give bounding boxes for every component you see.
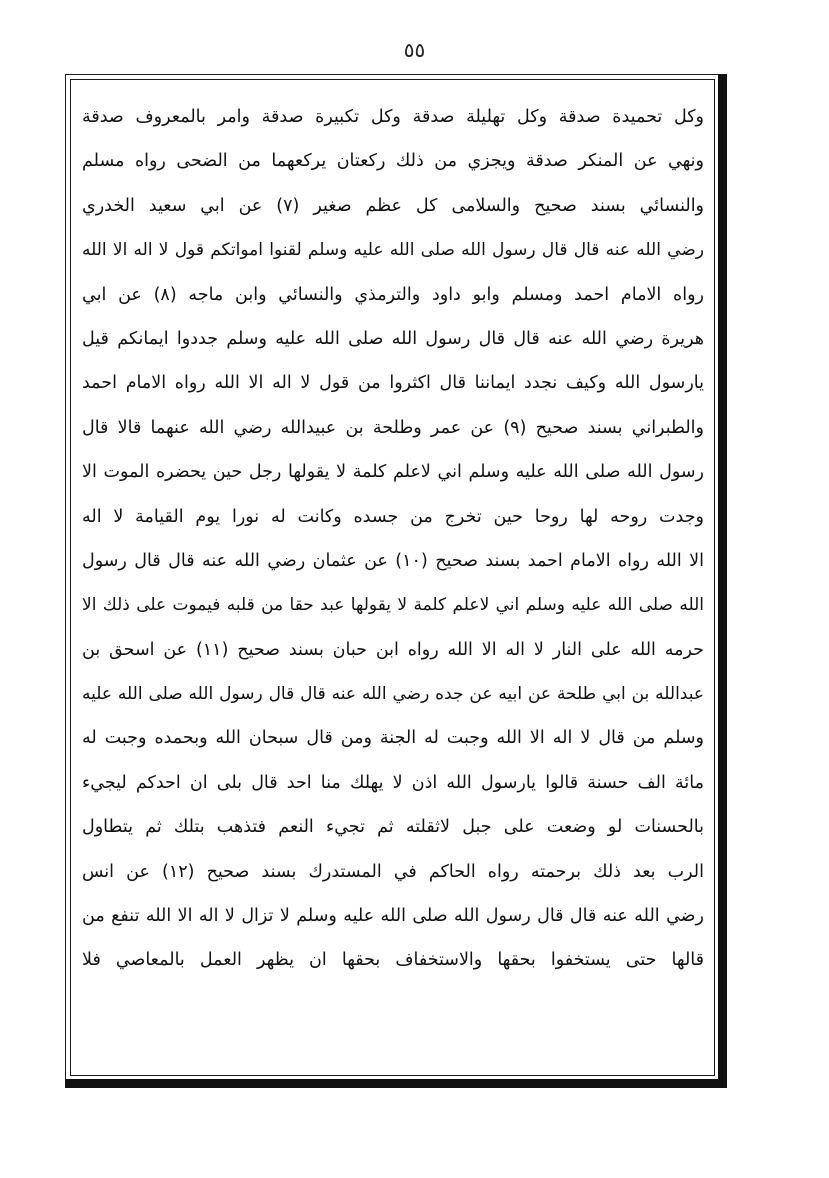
text-line: ونهي عن المنكر صدقة ويجزي من ذلك ركعتان يركعهما من الضحى رواه مسلم bbox=[82, 151, 704, 172]
text-line: رضي الله عنه قال قال رسول الله صلى الله عليه وسلم لقنوا امواتكم قول لا اله الا الله bbox=[82, 240, 704, 261]
text-line: رضي الله عنه قال قال رسول الله صلى الله عليه وسلم لا تزال لا اله الا الله تنفع من bbox=[82, 906, 704, 927]
text-line: رواه الامام احمد ومسلم وابو داود والترمذي والنسائي وابن ماجه (٨) عن ابي bbox=[82, 284, 704, 305]
page-number: ٥٥ bbox=[403, 38, 426, 62]
text-line: هريرة رضي الله عنه قال قال رسول الله صلى الله عليه وسلم جددوا ايمانكم قيل bbox=[82, 328, 704, 349]
text-line: والطبراني بسند صحيح (٩) عن عمر وطلحة بن عبيدالله رضي الله عنهما قالا قال bbox=[82, 417, 704, 438]
text-line: الله صلى الله عليه وسلم اني لاعلم كلمة لا يقولها عبد حقا من قلبه فيموت على ذلك الا bbox=[82, 595, 704, 616]
text-line: يارسول الله وكيف نجدد ايماننا قال اكثروا من قول لا اله الا الله رواه الامام احمد bbox=[82, 373, 704, 394]
text-line: رسول الله صلى الله عليه وسلم اني لاعلم كلمة لا يقولها رجل حين يحضره الموت الا bbox=[82, 462, 704, 483]
text-line: الا الله رواه الامام احمد بسند صحيح (١٠) عن عثمان رضي الله عنه قال قال رسول bbox=[82, 550, 704, 571]
body-text bbox=[82, 95, 704, 983]
text-line: الرب بعد ذلك برحمته رواه الحاكم في المستدرك بسند صحيح (١٢) عن انس bbox=[82, 861, 704, 882]
page-border-frame bbox=[65, 74, 727, 1088]
text-line: وكل تحميدة صدقة وكل تهليلة صدقة وكل تكبيرة صدقة وامر بالمعروف صدقة bbox=[82, 107, 704, 127]
text-line: قالها حتى يستخفوا بحقها والاستخفاف بحقها ان يظهر العمل بالمعاصي فلا bbox=[82, 950, 704, 971]
text-line: حرمه الله على النار لا اله الا الله رواه ابن حبان بسند صحيح (١١) عن اسحق بن bbox=[82, 639, 704, 660]
text-line: والنسائي بسند صحيح والسلامى كل عظم صغير (٧) عن ابي سعيد الخدري bbox=[82, 195, 704, 216]
text-line: وسلم من قال لا اله الا الله وجبت له الجنة ومن قال سبحان الله وبحمده وجبت له bbox=[82, 728, 704, 749]
text-line: وجدت روحه لها روحا حين تخرج من جسده وكانت له نورا يوم القيامة لا اله bbox=[82, 506, 704, 527]
text-line: عبدالله بن ابي طلحة عن ابيه عن جده رضي الله عنه قال قال رسول الله صلى الله عليه bbox=[82, 684, 704, 705]
text-line: مائة الف حسنة قالوا يارسول الله اذن لا يهلك منا احد قال بلى ان احدكم ليجيء bbox=[82, 772, 704, 793]
text-line: بالحسنات لو وضعت على جبل لاثقلته ثم تجيء النعم فتذهب بتلك ثم يتطاول bbox=[82, 817, 704, 838]
